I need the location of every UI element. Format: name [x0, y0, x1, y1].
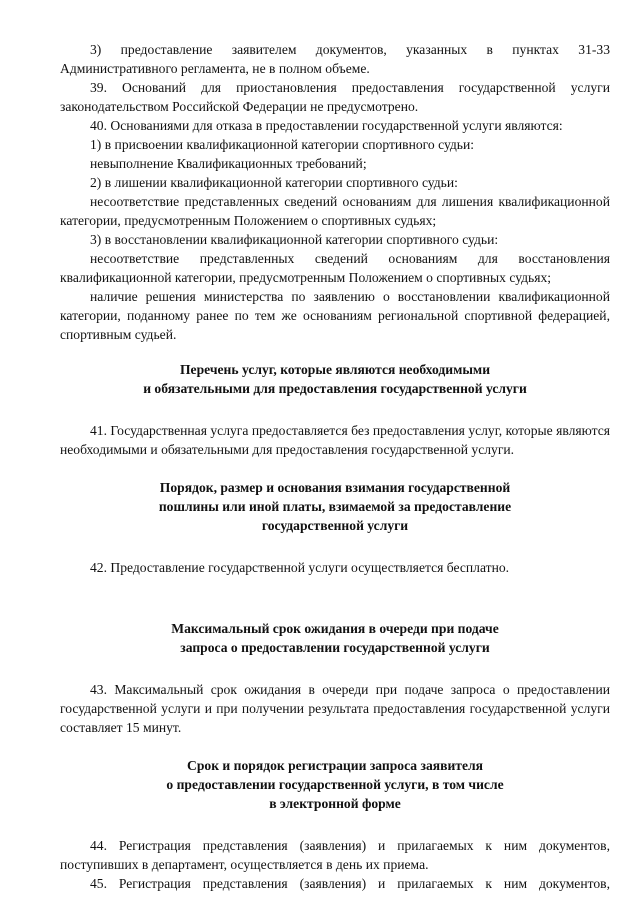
heading-line: в электронной форме	[269, 796, 401, 811]
paragraph-3: 3) предоставление заявителем документов, указанных в пунктах 31-33 Административного регламента, не в полном объеме.	[60, 42, 610, 76]
paragraph-40-1a: невыполнение Квалификационных требований;	[90, 156, 367, 171]
paragraph-40-1: 1) в присвоении квалификационной категории спортивного судьи:	[90, 137, 475, 152]
heading-line: и обязательными для предоставления государственной услуги	[143, 381, 527, 396]
heading-queue	[60, 619, 610, 657]
paragraph-40: 40. Основаниями для отказа в предоставлении государственной услуги являются:	[90, 118, 563, 133]
heading-line: государственной услуги	[261, 518, 409, 533]
heading-line: запроса о предоставлении государственной услуги	[180, 640, 490, 655]
heading-line: пошлины или иной платы, взимаемой за предоставление	[158, 499, 512, 514]
paragraph-40-3b: наличие решения министерства по заявлению о восстановлении квалификационной категории, поданному ранее по тем же основаниям региональной спортивной федерацией, спортивным судьей.	[60, 289, 610, 342]
heading-line: Перечень услуг, которые являются необходимыми	[179, 362, 491, 377]
paragraph-43: 43. Максимальный срок ожидания в очереди при подаче запроса о предоставлении государственной услуги и при получении результата предоставления государственной услуги составляет 15 минут.	[60, 682, 610, 735]
paragraph-45: 45. Регистрация представления (заявления) и прилагаемых к ним документов,	[90, 876, 610, 891]
heading-fee	[60, 478, 610, 535]
heading-line: Срок и порядок регистрации запроса заявителя	[187, 758, 483, 773]
heading-necessary-services	[60, 360, 610, 398]
paragraph-44: 44. Регистрация представления (заявления) и прилагаемых к ним документов, поступивших в департамент, осуществляется в день их приема.	[60, 838, 610, 872]
paragraph-40-3: 3) в восстановлении квалификационной категории спортивного судьи:	[90, 232, 499, 247]
heading-line: Порядок, размер и основания взимания государственной	[159, 480, 511, 495]
paragraph-42: 42. Предоставление государственной услуги осуществляется бесплатно.	[90, 560, 510, 575]
paragraph-41: 41. Государственная услуга предоставляется без предоставления услуг, которые являются необходимыми и обязательными для предоставления государственной услуги.	[60, 423, 610, 457]
heading-registration	[60, 756, 610, 813]
paragraph-39: 39. Оснований для приостановления предоставления государственной услуги законодательством Российской Федерации не предусмотрено.	[60, 80, 610, 114]
document-page	[60, 40, 610, 893]
heading-line: о предоставлении государственной услуги, в том числе	[166, 777, 504, 792]
heading-line: Максимальный срок ожидания в очереди при подаче	[171, 621, 499, 636]
paragraph-40-3a: несоответствие представленных сведений основаниям для восстановления квалификационной категории, предусмотренным Положением о спортивных судьях;	[60, 251, 610, 285]
paragraph-40-2a: несоответствие представленных сведений основаниям для лишения квалификационной категории, предусмотренным Положением о спортивных судьях;	[60, 194, 610, 228]
paragraph-40-2: 2) в лишении квалификационной категории спортивного судьи:	[90, 175, 458, 190]
